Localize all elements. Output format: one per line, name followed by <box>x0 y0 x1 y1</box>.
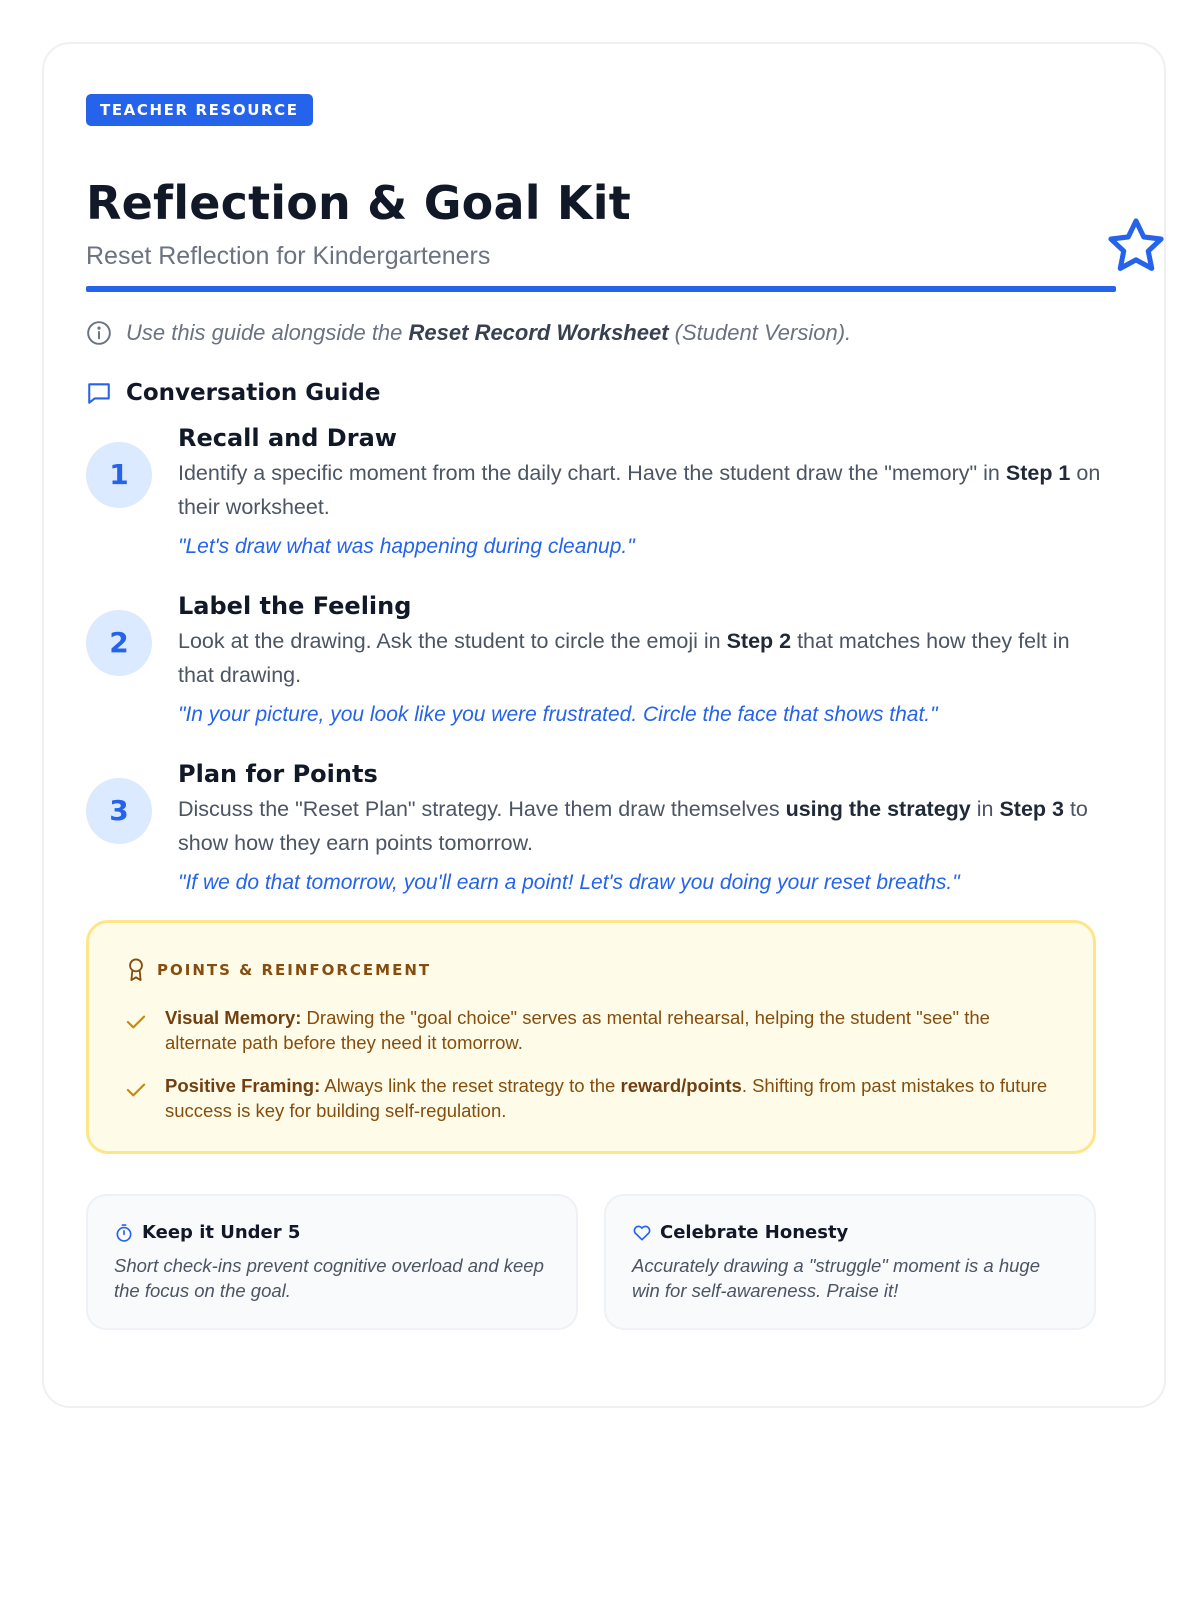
step-number-badge: 2 <box>86 610 152 676</box>
tip-card-celebrate-honesty <box>604 1194 1096 1330</box>
note-suffix: (Student Version). <box>668 320 852 345</box>
award-ribbon-icon <box>125 957 147 983</box>
points-item-positive-framing: Positive Framing: Always link the reset strategy to the reward/points. Shifting from past mistakes to future success is key for building self-regulation. <box>125 1073 1057 1123</box>
note-worksheet: Reset Record Worksheet <box>408 320 669 345</box>
step-description: Look at the drawing. Ask the student to circle the emoji in Step 2 that matches how they felt in that drawing. <box>178 629 1070 687</box>
step-number-badge: 1 <box>86 442 152 508</box>
heart-icon <box>632 1223 652 1243</box>
step-description: Identify a specific moment from the daily chart. Have the student draw the "memory" in Step 1 on their worksheet. <box>178 461 1101 519</box>
points-item-visual-memory: Visual Memory: Drawing the "goal choice" serves as mental rehearsal, helping the student "see" the alternate path before they need it tomorrow. <box>125 1005 1057 1055</box>
step-script-quote: "In your picture, you look like you were frustrated. Circle the face that shows that." <box>178 703 938 726</box>
conversation-guide-heading <box>86 380 380 406</box>
info-icon <box>86 320 112 346</box>
check-icon <box>125 1081 147 1099</box>
note-prefix: Use this guide alongside the <box>126 320 409 345</box>
resource-card <box>42 42 1166 1408</box>
step-title: Plan for Points <box>178 760 378 788</box>
tip-text: Accurately drawing a "struggle" moment is a huge win for self-awareness. Praise it! <box>632 1255 1041 1301</box>
tip-card-keep-it-under-5 <box>86 1194 578 1330</box>
chat-bubble-icon <box>86 380 112 406</box>
usage-note <box>86 320 851 346</box>
points-reinforcement-callout <box>86 920 1096 1154</box>
star-icon[interactable] <box>1104 214 1168 278</box>
tip-title: Keep it Under 5 <box>142 1222 301 1243</box>
check-icon <box>125 1013 147 1031</box>
step-script-quote: "Let's draw what was happening during cleanup." <box>178 535 635 558</box>
step-script-quote: "If we do that tomorrow, you'll earn a point! Let's draw you doing your reset breaths." <box>178 871 960 894</box>
step-title: Label the Feeling <box>178 592 412 620</box>
conversation-guide-title: Conversation Guide <box>126 380 381 406</box>
page-subtitle: Reset Reflection for Kindergarteners <box>86 242 491 270</box>
step-number-badge: 3 <box>86 778 152 844</box>
resource-tag: TEACHER RESOURCE <box>86 94 313 126</box>
tip-text: Short check-ins prevent cognitive overload and keep the focus on the goal. <box>114 1255 544 1301</box>
header-divider <box>86 286 1116 292</box>
step-description: Discuss the "Reset Plan" strategy. Have them draw themselves using the strategy in Step 3 to show how they earn points tomorrow. <box>178 797 1088 855</box>
stopwatch-icon <box>114 1223 134 1243</box>
points-heading: POINTS & REINFORCEMENT <box>125 957 1057 983</box>
tip-title: Celebrate Honesty <box>660 1222 849 1243</box>
step-title: Recall and Draw <box>178 424 397 452</box>
page-title: Reflection & Goal Kit <box>86 176 631 230</box>
